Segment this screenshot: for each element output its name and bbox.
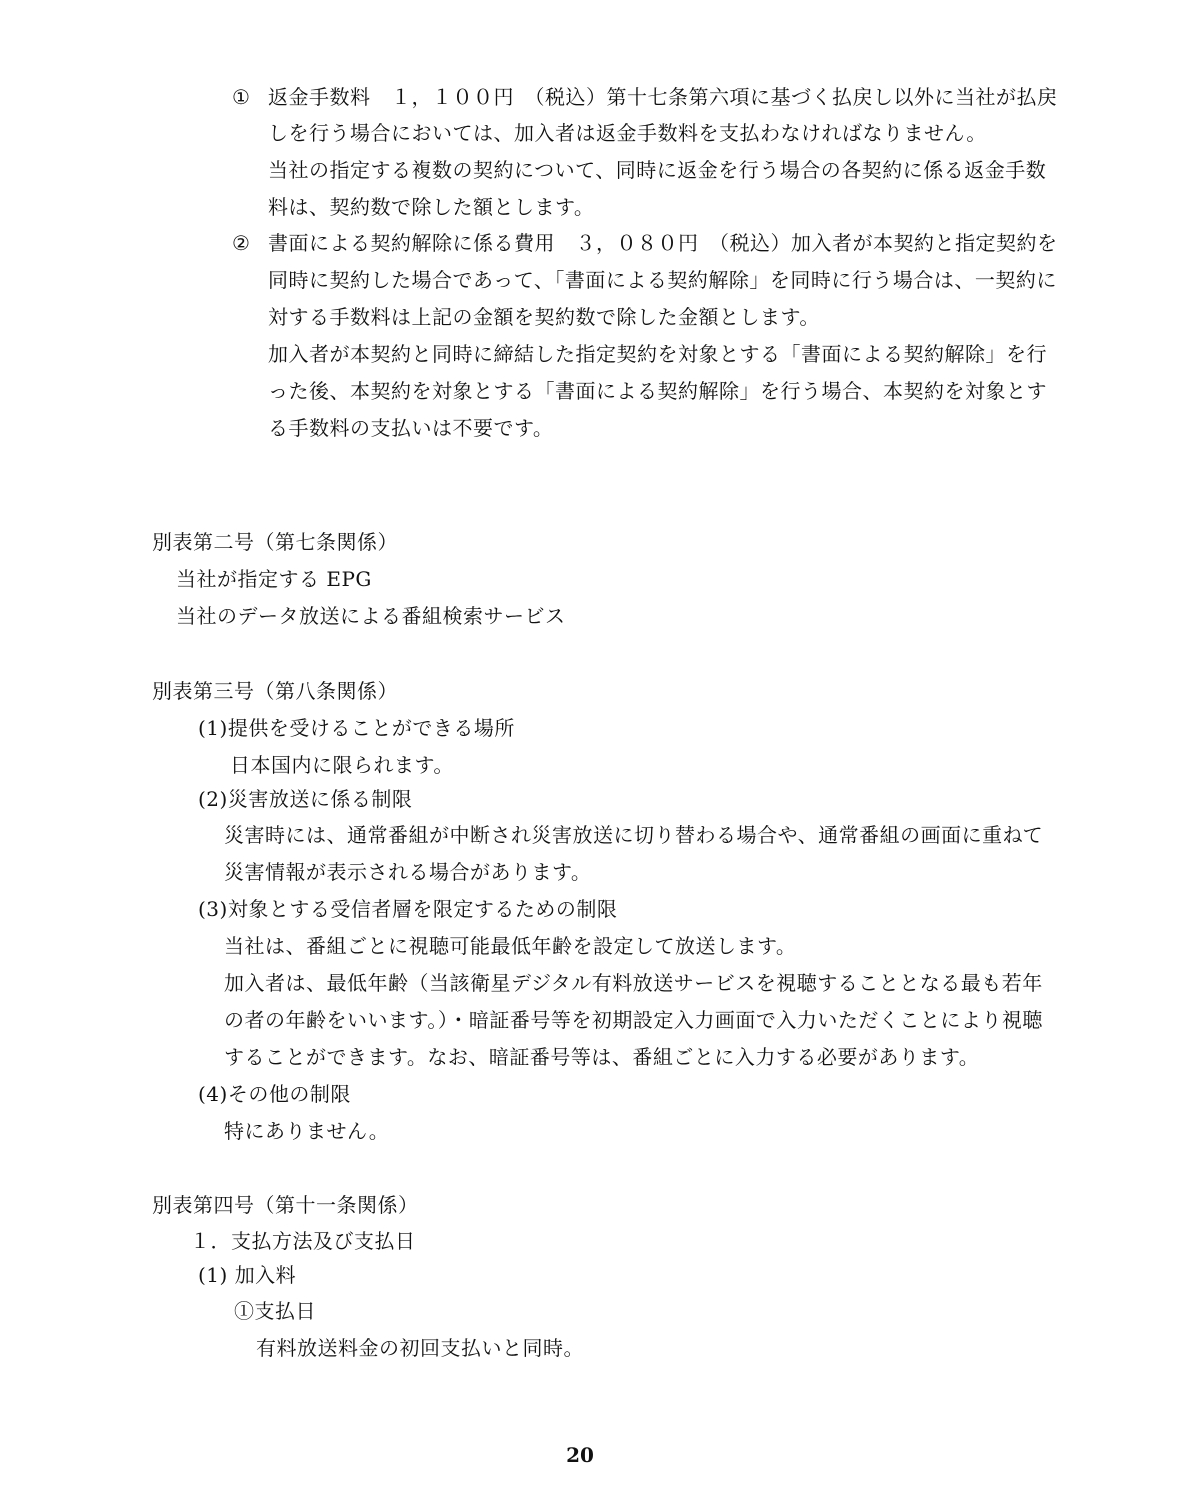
table-3-item-3-title: (3)対象とする受信者層を限定するための制限: [198, 897, 618, 921]
item-1-line-4: 料は、契約数で除した額とします。: [268, 195, 595, 219]
table-2-line-2: 当社のデータ放送による番組検索サービス: [176, 604, 566, 628]
item-2-line-6: る手数料の支払いは不要です。: [268, 416, 554, 440]
page-number: 20: [566, 1443, 594, 1467]
table-4-sub-1-1-a: ①支払日: [234, 1299, 316, 1323]
table-3-item-1-body: 日本国内に限られます。: [230, 753, 454, 777]
item-2-mark: ②: [232, 231, 250, 255]
item-1-line-2: しを行う場合においては、加入者は返金手数料を支払わなければなりません。: [268, 121, 987, 145]
table-3-item-2-title: (2)災害放送に係る制限: [198, 787, 413, 811]
table-3-item-4-title: (4)その他の制限: [198, 1082, 351, 1106]
table-4-sub-1-1-a-body: 有料放送料金の初回支払いと同時。: [256, 1336, 584, 1360]
table-2-heading: 別表第二号（第七条関係）: [152, 530, 398, 554]
table-3-item-3-line-4: することができます。なお、暗証番号等は、番組ごとに入力する必要があります。: [224, 1045, 980, 1069]
item-2-line-4: 加入者が本契約と同時に締結した指定契約を対象とする「書面による契約解除」を行: [268, 342, 1047, 366]
table-3-item-4-body: 特にありません。: [224, 1119, 390, 1143]
table-3-item-3-line-1: 当社は、番組ごとに視聴可能最低年齢を設定して放送します。: [224, 934, 797, 958]
table-4-heading: 別表第四号（第十一条関係）: [152, 1193, 419, 1217]
table-3-item-3-line-2: 加入者は、最低年齢（当該衛星デジタル有料放送サービスを視聴することとなる最も若年: [224, 971, 1043, 995]
item-2-line-3: 対する手数料は上記の金額を契約数で除した金額とします。: [268, 305, 820, 329]
table-2-line-1: 当社が指定する EPG: [176, 567, 372, 591]
table-4-sub-1: １．支払方法及び支払日: [190, 1229, 416, 1253]
table-4-sub-1-1: (1) 加入料: [198, 1263, 297, 1287]
item-1-line-1: 返金手数料 １，１００円 （税込）第十七条第六項に基づく払戻し以外に当社が払戻: [268, 85, 1058, 109]
item-2-line-2: 同時に契約した場合であって、「書面による契約解除」を同時に行う場合は、一契約に: [268, 268, 1057, 292]
table-3-item-3-line-3: の者の年齢をいいます。）・暗証番号等を初期設定入力画面で入力いただくことにより視聴: [224, 1008, 1043, 1032]
table-3-heading: 別表第三号（第八条関係）: [152, 679, 398, 703]
item-1-mark: ①: [232, 85, 250, 109]
item-2-line-5: った後、本契約を対象とする「書面による契約解除」を行う場合、本契約を対象とす: [268, 379, 1047, 403]
table-3-item-1-title: (1)提供を受けることができる場所: [198, 716, 515, 740]
table-3-item-2-line-2: 災害情報が表示される場合があります。: [224, 860, 592, 884]
item-2-line-1: 書面による契約解除に係る費用 ３，０８０円 （税込）加入者が本契約と指定契約を: [268, 231, 1058, 255]
table-3-item-2-line-1: 災害時には、通常番組が中断され災害放送に切り替わる場合や、通常番組の画面に重ねて: [224, 823, 1044, 847]
item-1-line-3: 当社の指定する複数の契約について、同時に返金を行う場合の各契約に係る返金手数: [268, 158, 1047, 182]
